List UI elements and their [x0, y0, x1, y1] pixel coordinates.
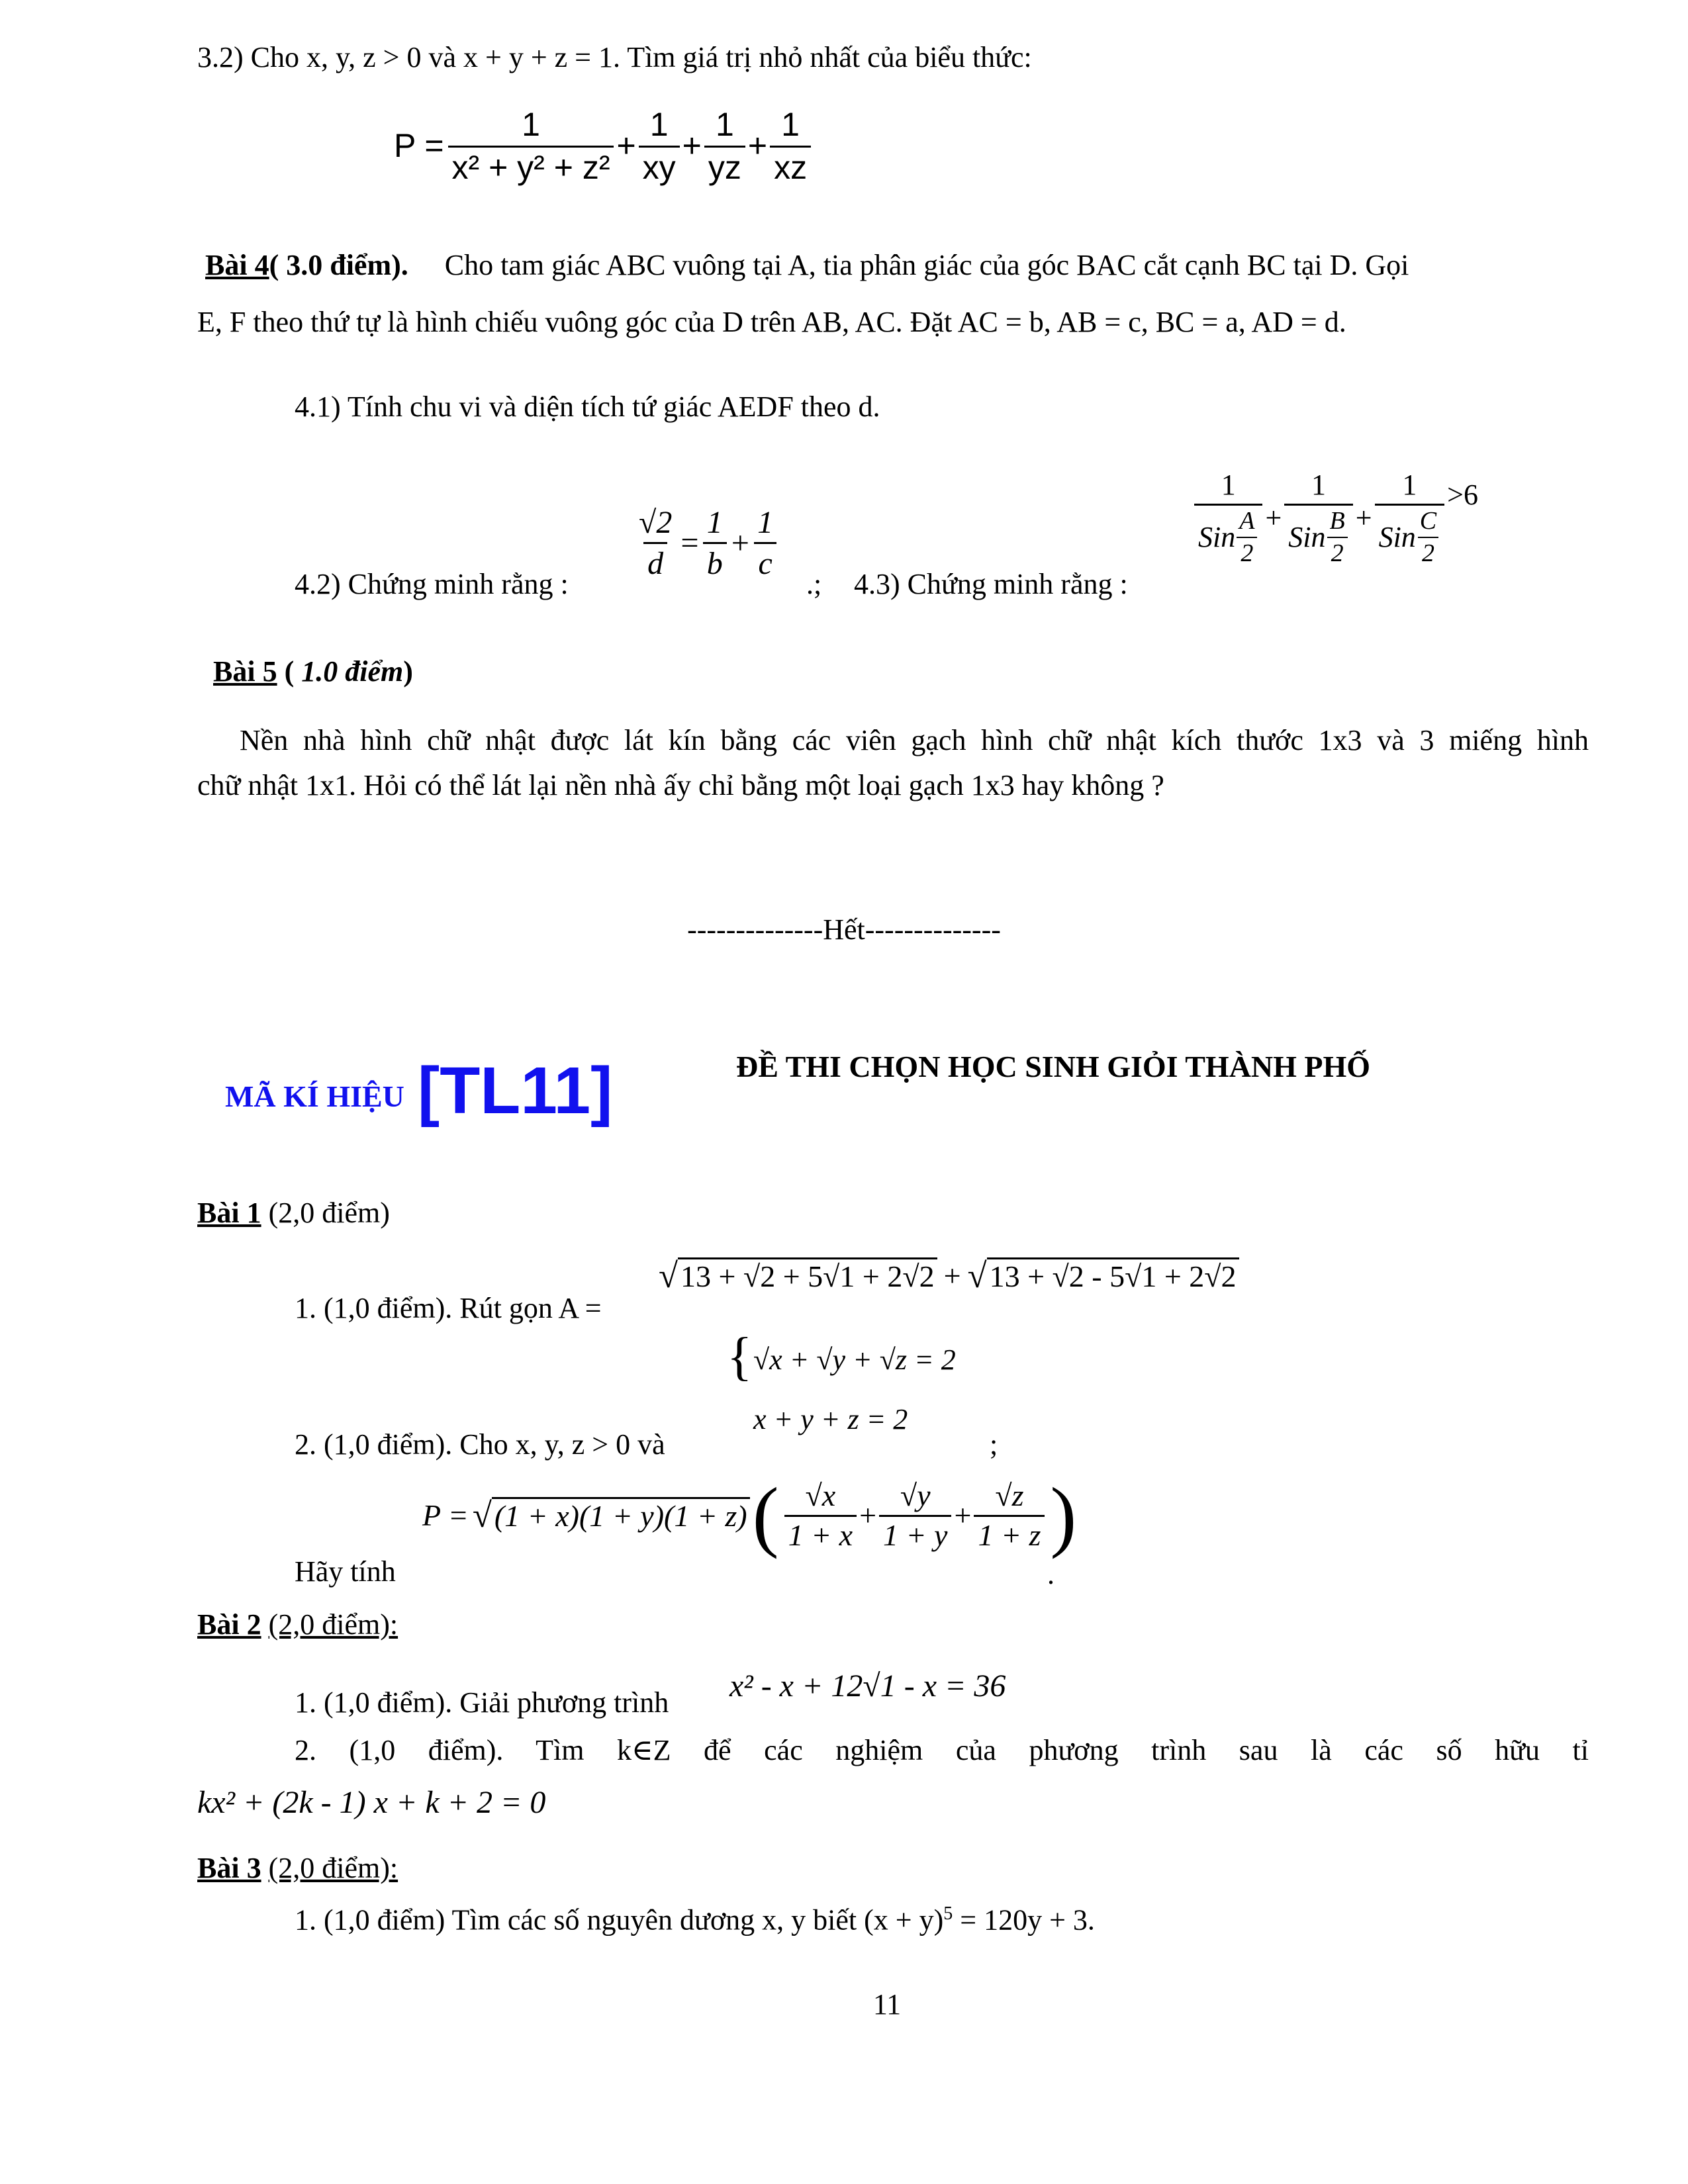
s2-bai2-q1-formula: x² - x + 12√1 - x = 36: [729, 1668, 1006, 1704]
bai4-separator: .;: [806, 568, 822, 600]
p-lhs: P =: [422, 1498, 469, 1532]
plus-sign: +: [682, 127, 702, 165]
equals-sign: =: [679, 525, 700, 561]
s2-bai3-heading: [197, 1852, 398, 1886]
s2-bai2-title: Bài 2: [197, 1608, 261, 1641]
page-number: 11: [872, 1988, 902, 2021]
fraction-numerator: 1: [1402, 469, 1417, 501]
s2-bai1-q1-label: 1. (1,0 điểm). Rút gọn A =: [295, 1292, 602, 1324]
fraction-denominator: xz: [770, 146, 811, 187]
s2-bai2-q1-label: 1. (1,0 điểm). Giải phương trình: [295, 1686, 669, 1719]
angle-a: A: [1239, 506, 1255, 535]
plus-sign: +: [616, 127, 636, 165]
bai5-title: Bài 5: [213, 655, 277, 688]
s2-bai1-heading: [197, 1197, 390, 1230]
plus-sign: +: [729, 525, 751, 561]
bai4-q1: 4.1) Tính chu vi và diện tích tứ giác AEDF theo d.: [295, 390, 880, 423]
s2-bai3-points: (2,0 điểm):: [268, 1852, 399, 1884]
two-denominator: 2: [1418, 537, 1438, 569]
semicolon: ;: [990, 1428, 998, 1461]
bai4-q3-label: 4.3) Chứng minh rằng :: [854, 568, 1128, 600]
bai4-intro: [205, 249, 1589, 283]
code-label: MÃ KÍ HIỆU: [225, 1079, 404, 1114]
bai5-paren-close: ): [403, 655, 413, 688]
s2-bai3-q1-text: 1. (1,0 điểm) Tìm các số nguyên dương x, y biết (x + y): [295, 1903, 944, 1936]
plus-sign: +: [747, 127, 768, 165]
bai5-paren-open: (: [284, 655, 295, 688]
plus-sign: +: [943, 1258, 961, 1293]
bai4-points: ( 3.0 điểm).: [269, 249, 408, 281]
sin-label: Sin: [1288, 520, 1326, 553]
s2-bai1-p-formula: P = √ (1 + x)(1 + y)(1 + z) ( $\frac{√x}{1 + x}$ + $\frac{√y}{1 + y}$ + $\frac{√z}{1 + z}$ ): [422, 1471, 1077, 1559]
plus-sign: +: [1265, 502, 1282, 535]
system-eq2: x + y + z = 2: [753, 1403, 908, 1435]
formula-lhs: P =: [394, 127, 444, 165]
s2-bai2-points: (2,0 điểm):: [268, 1608, 399, 1641]
bai4-intro-text: Cho tam giác ABC vuông tại A, tia phân giác của góc BAC cắt cạnh BC tại D. Gọi: [444, 249, 1409, 281]
system-eq1: √x + √y + √z = 2: [753, 1343, 956, 1376]
s2-bai3-q1-rest: = 120y + 3.: [953, 1903, 1095, 1936]
fraction-numerator: 1: [757, 505, 774, 540]
s2-bai1-q1-formula: √ 13 + √2 + 5√1 + 2√2 + √ 13 + √2 - 5√1 + 2√2: [659, 1256, 1239, 1297]
sin-label: Sin: [1378, 520, 1416, 553]
fraction-numerator: 1: [522, 106, 540, 143]
fraction-denominator: xy: [639, 146, 680, 187]
exponent: 5: [943, 1903, 953, 1924]
fraction-numerator: 1: [715, 106, 734, 143]
s2-bai1-points: (2,0 điểm): [268, 1197, 390, 1229]
p-den2: 1 + y: [879, 1515, 951, 1553]
fraction-numerator: 1: [1311, 469, 1326, 501]
bai4-q3-formula: [1192, 469, 1478, 569]
greater-than-six: >6: [1447, 478, 1478, 512]
bai5-heading: [213, 655, 413, 689]
p-num1: √x: [805, 1478, 836, 1512]
angle-c: C: [1419, 506, 1437, 535]
fraction-numerator: 1: [649, 106, 669, 143]
plus-sign: +: [1355, 502, 1372, 535]
bai4-q2-label: 4.2) Chứng minh rằng :: [295, 568, 569, 600]
hay-tinh: Hãy tính: [295, 1555, 396, 1588]
p-radical: (1 + x)(1 + y)(1 + z): [492, 1497, 750, 1534]
s2-bai3-q1: [295, 1903, 1095, 1937]
fraction-denominator: yz: [704, 146, 745, 187]
bai5-line1: Nền nhà hình chữ nhật được lát kín bằng các viên gạch hình chữ nhật kích thước 1x3 và 3 miếng hình: [240, 724, 1589, 756]
b-denominator: b: [703, 542, 727, 582]
angle-b: B: [1329, 506, 1345, 535]
s2-bai2-heading: [197, 1608, 398, 1642]
code-block: [225, 1054, 613, 1128]
bai4-line2: E, F theo thứ tự là hình chiếu vuông góc của D trên AB, AC. Đặt AC = b, AB = c, BC = a, AD = d.: [197, 306, 1346, 338]
two-denominator: 2: [1237, 537, 1257, 569]
s2-bai1-q2-label: 2. (1,0 điểm). Cho x, y, z > 0 và: [295, 1428, 665, 1461]
p-den1: 1 + x: [784, 1515, 857, 1553]
bai5-line2: chữ nhật 1x1. Hỏi có thể lát lại nền nhà ấy chỉ bằng một loại gạch 1x3 hay không ?: [197, 769, 1164, 801]
s2-bai2-q2-formula: kx² + (2k - 1) x + k + 2 = 0: [197, 1785, 546, 1820]
fraction-numerator: 1: [1221, 469, 1236, 501]
end-marker: --------------Hết--------------: [687, 913, 1001, 946]
formula-p-minimum: [394, 106, 814, 187]
bai4-title: Bài 4: [205, 249, 269, 281]
question-3-2-text: 3.2) Cho x, y, z > 0 và x + y + z = 1. Tìm giá trị nhỏ nhất của biểu thức:: [197, 41, 1032, 73]
sin-label: Sin: [1198, 520, 1236, 553]
bai4-q2-formula: [632, 504, 780, 582]
system-brace-icon: {: [727, 1328, 753, 1386]
two-denominator: 2: [1327, 537, 1348, 569]
plus-sign: +: [954, 1498, 972, 1532]
fraction-denominator: x² + y² + z²: [448, 146, 614, 187]
p-num2: √y: [900, 1478, 931, 1512]
exam-title: ĐỀ THI CHỌN HỌC SINH GIỎI THÀNH PHỐ: [736, 1050, 1371, 1083]
radical-part1: 13 + √2 + 5√1 + 2√2: [678, 1257, 937, 1295]
c-denominator: c: [754, 542, 776, 582]
period: .: [1047, 1558, 1055, 1590]
radical-part2: 13 + √2 - 5√1 + 2√2: [987, 1257, 1239, 1295]
code-value: [TL11]: [417, 1054, 613, 1128]
d-denominator: d: [643, 542, 667, 582]
fraction-numerator: 1: [781, 106, 800, 143]
p-num3: √z: [995, 1478, 1024, 1512]
s2-bai2-q2-line1: 2. (1,0 điểm). Tìm k∈Z để các nghiệm của phương trình sau là các số hữu tỉ: [295, 1734, 1589, 1766]
bai5-points: 1.0 điểm: [301, 655, 404, 688]
sqrt2-numerator: √2: [639, 505, 673, 540]
s2-bai3-title: Bài 3: [197, 1852, 261, 1884]
plus-sign: +: [859, 1498, 877, 1532]
fraction-numerator: 1: [706, 505, 723, 540]
p-den3: 1 + z: [974, 1515, 1045, 1553]
s2-bai1-title: Bài 1: [197, 1197, 261, 1229]
